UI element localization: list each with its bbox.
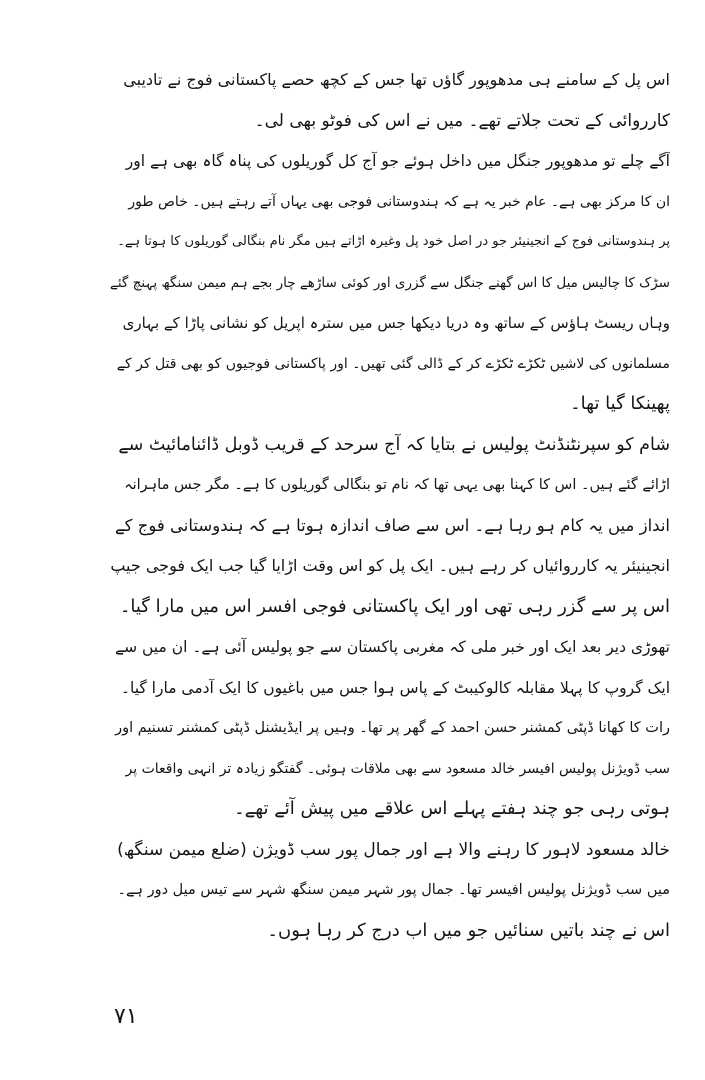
text-line: میں سب ڈویژنل پولیس افیسر تھا۔ جمال پور شہر میمن سنگھ شہر سے تیس میل دور ہے۔ — [117, 882, 670, 898]
text-line: انداز میں یہ کام ہو رہا ہے۔ اس سے صاف اندازہ ہوتا ہے کہ ہندوستانی فوج کے — [114, 515, 670, 535]
text-line: سڑک کا چالیس میل کا اس گھنے جنگل سے گزری اور کوئی ساڑھے چار بجے ہم میمن سنگھ پہنچ گئے — [110, 274, 670, 291]
text-line: شام کو سپرنٹنڈنٹ پولیس نے بتایا کہ آج سرحد کے قریب ڈوبل ڈائنامائیٹ سے — [118, 434, 670, 455]
text-line: وہاں ریسٹ ہاؤس کے ساتھ وہ دریا دیکھا جس میں سترہ اپریل کو نشانی پاڑا کے بہاری — [122, 314, 670, 332]
text-line: اڑائے گئے ہیں۔ اس کا کہنا بھی یہی تھا کہ نام تو بنگالی گوریلوں کا ہے۔ مگر جس ماہرانہ — [124, 477, 670, 493]
text-line: کارروائی کے تحت جلاتے تھے۔ میں نے اس کی فوٹو بھی لی۔ — [254, 110, 670, 131]
text-line: پر ہندوستانی فوج کے انجینیئر جو در اصل خود پل وغیرہ اڑاتے ہیں مگر نام بنگالی گوریلوں کا ہوتا ہے۔ — [117, 234, 670, 249]
text-line: پھینکا گیا تھا۔ — [570, 393, 670, 414]
text-line: سب ڈویژنل پولیس افیسر خالد مسعود سے بھی ملاقات ہوئی۔ گفتگو زیادہ تر انہی واقعات پر — [125, 760, 670, 777]
text-line: ان کا مرکز بھی ہے۔ عام خبر یہ ہے کہ ہندوستانی فوجی بھی یہاں آتے رہتے ہیں۔ خاص طور — [128, 193, 670, 210]
text-line: اس نے چند باتیں سنائیں جو میں اب درج کر رہا ہوں۔ — [267, 919, 670, 941]
page-number: ٧١ — [114, 1004, 138, 1029]
handwritten-text-block — [110, 60, 670, 951]
text-line: تھوڑی دیر بعد ایک اور خبر ملی کہ مغربی پاکستان سے جو پولیس آئی ہے۔ ان میں سے — [115, 638, 670, 656]
text-line: ہوتی رہی جو چند ہفتے پہلے اس علاقے میں پیش آئے تھے۔ — [234, 798, 670, 819]
text-line: رات کا کھانا ڈپٹی کمشنر حسن احمد کے گھر پر تھا۔ وہیں پر ایڈیشنل ڈپٹی کمشنر تسنیم اور — [115, 720, 670, 736]
text-line: اس پر سے گزر رہی تھی اور ایک پاکستانی فوجی افسر اس میں مارا گیا۔ — [119, 595, 670, 617]
text-line: اس پل کے سامنے ہی مدھوپور گاؤں تھا جس کے کچھ حصے پاکستانی فوج نے تادیبی — [123, 70, 670, 89]
text-line: انجینیئر یہ کارروائیاں کر رہے ہیں۔ ایک پل کو اس وقت اڑایا گیا جب ایک فوجی جیپ — [110, 556, 670, 575]
text-line: آگے چلے تو مدھوپور جنگل میں داخل ہوئے جو آج کل گوریلوں کی پناہ گاہ بھی ہے اور — [125, 152, 670, 170]
text-line: ایک گروپ کا پہلا مقابلہ کالوکیبٹ کے پاس ہوا جس میں باغیوں کا ایک آدمی مارا گیا۔ — [120, 678, 670, 697]
text-line: خالد مسعود لاہور کا رہنے والا ہے اور جمال پور سب ڈویژن (ضلع میمن سنگھ) — [117, 839, 670, 860]
text-line: مسلمانوں کی لاشیں ٹکڑے ٹکڑے کر کے ڈالی گئی تھیں۔ اور پاکستانی فوجیوں کو بھی قتل کر کے — [116, 355, 670, 372]
